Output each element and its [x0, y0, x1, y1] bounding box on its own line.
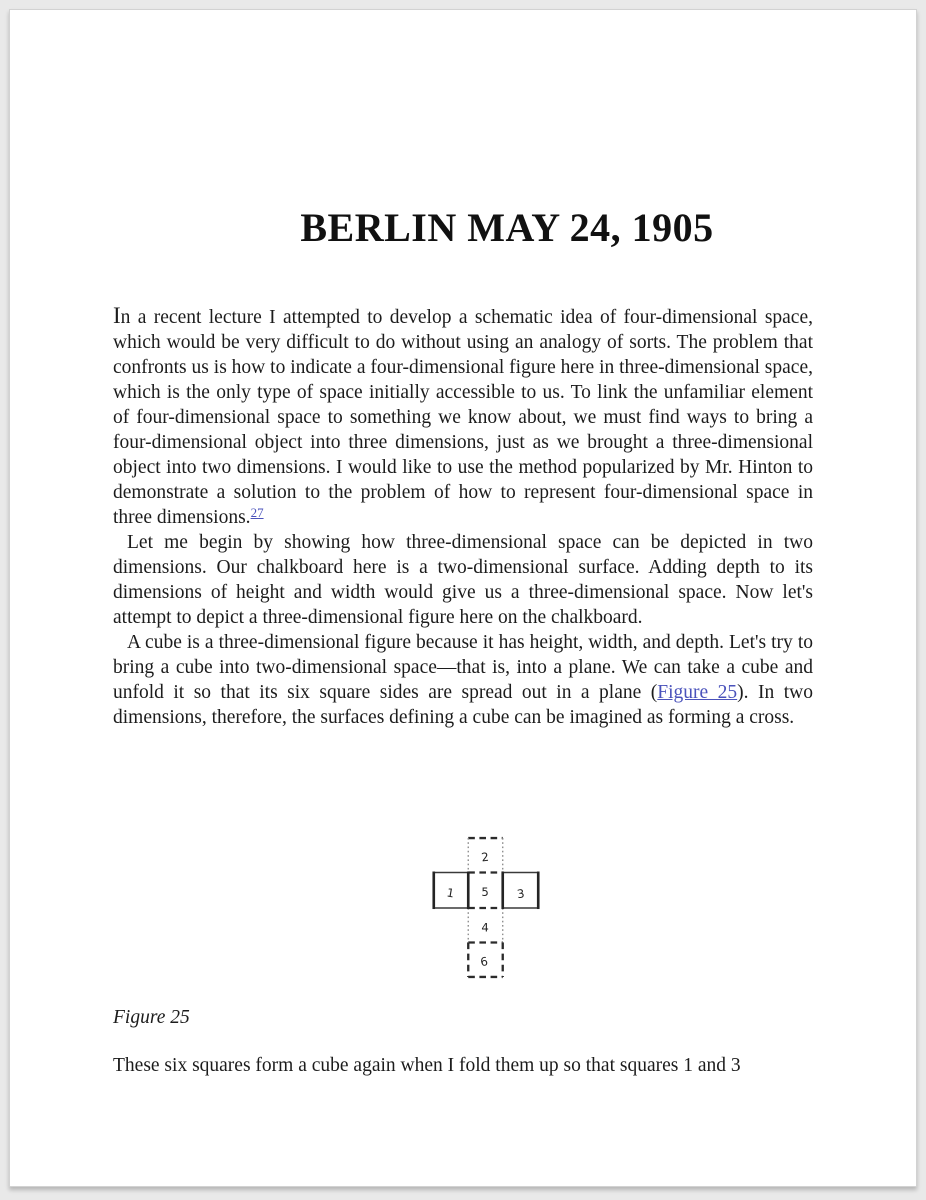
paragraph-3-text-before: A cube is a three-dimensional figure because it has height, width, and depth. Let's try to bring a cube into two-dimensional space—that is, into a plane. We can take a cube and unfold it so that its six square sides are spread out in a plane ( — [113, 632, 813, 703]
figure-25-diagram — [431, 836, 541, 979]
unfolded-cube-cross — [431, 836, 541, 979]
square-1-label: 1 — [445, 885, 456, 901]
square-2-label: 2 — [480, 849, 490, 865]
square-3-label: 3 — [516, 886, 526, 902]
figure-25-link[interactable]: Figure 25 — [657, 682, 738, 703]
paragraph-1 — [113, 303, 813, 530]
square-4-label: 4 — [481, 920, 489, 935]
square-5-label: 5 — [481, 884, 489, 899]
square-6-label: 6 — [479, 954, 490, 970]
paragraph-4: These six squares form a cube again when I fold them up so that squares 1 and 3 — [113, 1055, 741, 1076]
footnote-27-link[interactable]: 27 — [250, 505, 264, 520]
paragraph-1-text: In a recent lecture I attempted to develop a schematic idea of four-dimensional space, which would be very difficult to do without using an analogy of sorts. The problem that confronts us is how to indicate a four-dimensional figure here in three-dimensional space, which is the only type of space initially accessible to us. To link the unfamiliar element of four-dimensional space to something we know about, we must find ways to bring a four-dimensional object into three dimensions, just as we brought a three-dimensional object into two dimensions. I would like to use the method popularized by Mr. Hinton to demonstrate a solution to the problem of how to represent four-dimensional space in three dimensions. — [113, 303, 813, 528]
footnote-superscript — [251, 505, 264, 520]
paragraph-2: Let me begin by showing how three-dimensional space can be depicted in two dimensions. Our chalkboard here is a two-dimensional surface. Adding depth to its dimensions of height and width would give us a three-dimensional space. Now let's attempt to depict a three-dimensional figure here on the chalkboard. — [113, 532, 813, 628]
paragraph-3 — [113, 630, 813, 730]
chapter-title: BERLIN MAY 24, 1905 — [300, 205, 714, 250]
document-page — [9, 9, 917, 1187]
figure-caption: Figure 25 — [113, 1007, 190, 1028]
paragraph-3-text-after: ). In two dimensions, therefore, the surfaces defining a cube can be imagined as forming a cross. — [113, 682, 813, 728]
body-text — [113, 303, 813, 730]
